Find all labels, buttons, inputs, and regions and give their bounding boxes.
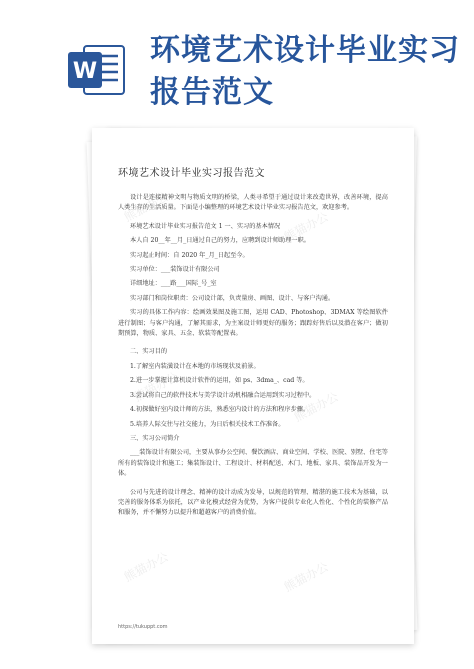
word-doc-icon [66,42,126,98]
banner [0,0,474,120]
paragraph: 实习起止时间：自 2020 年_月_日起至今。 [130,251,249,259]
list-item: 1.了解室内装潢设计在本地的市场现状及前景。 [130,362,260,370]
paragraph: 实习单位：___装饰设计有限公司 [130,266,220,274]
watermark: 熊猫办公 [121,189,171,225]
list-item: 4.初探做好室内设计师的方法，熟悉室内设计的方法和程序步骤。 [130,406,310,414]
list-item: 5.培养人际交往与社交能力，为日后相关技术工作准备。 [130,420,285,428]
paragraph: 详细地址：___路___国际_号_室 [130,280,217,288]
paragraph: 本人自 20__年__月_日通过自己的努力，应聘到设计师助理一职。 [130,237,310,245]
paragraph: 实习的具体工作内容：绘画效果图及施工图，运用 CAD、Photoshop、3DMAX 等绘图软件进行制图；与客户沟通，了解其需求，为主案设计师更好的服务；跟踪好售后以及潜在客户；做初期预算，物质、家具、五金、软装等配置表。 [118,309,388,338]
section-heading: 三、实习公司简介 [130,434,180,442]
list-item: 3.尝试将自己的软件技术与美学设计动机相融合运用到实习过程中。 [130,391,316,399]
paragraph-intro: 设计是连接精神文明与物质文明的桥梁，人类寻希望于通过设计来改造世界，改善环境，提高人类生存的生活质量。下面是小编整理的环境艺术设计毕业实习报告范文，欢迎参考。 [118,194,388,212]
banner-title: 环境艺术设计毕业实习报告范文 [150,33,460,110]
paragraph: ___装饰设计有限公司，主要从事办公空间、餐饮酒店、商业空间、学校、医院、别墅、住宅等所有的装饰设计和施工；集装饰设计、工程设计、材料配送、木门、地板、家具、装饰品开发为一体。 [118,449,388,478]
watermark: 熊猫办公 [121,549,171,585]
paragraph-section-heading: 环境艺术设计毕业实习报告范文 1 一、实习的基本情况 [130,222,281,230]
svg-text:W: W [72,59,98,84]
list-item: 2.进一步掌握计算机设计软件的运用，如 ps、3dma_、cad 等。 [130,377,309,385]
watermark: 熊猫办公 [131,369,181,405]
watermark: 熊猫办公 [281,209,331,245]
section-heading: 二、实习目的 [130,348,168,356]
paragraph: 公司与先进的设计理念、精神的设计动成为发导，以规范的管理、精湛的施工技术为基础，以完善的服务体系为依托，以产业化模式经营为优势，为客户提供专业化人性化、个性化的装修产品和服务，并不懈努力以提升和超越客户的消费价值。 [118,488,388,517]
paragraph: 实习部门和岗位职责：公司设计部，负责量房、画图、设计、与客户沟通。 [130,294,335,302]
footer-url: https://tukuppt.com [118,624,168,630]
watermark: 熊猫办公 [281,559,331,595]
watermark: 熊猫办公 [291,389,341,425]
document-page [92,128,414,644]
document-title: 环境艺术设计毕业实习报告范文 [118,168,265,179]
